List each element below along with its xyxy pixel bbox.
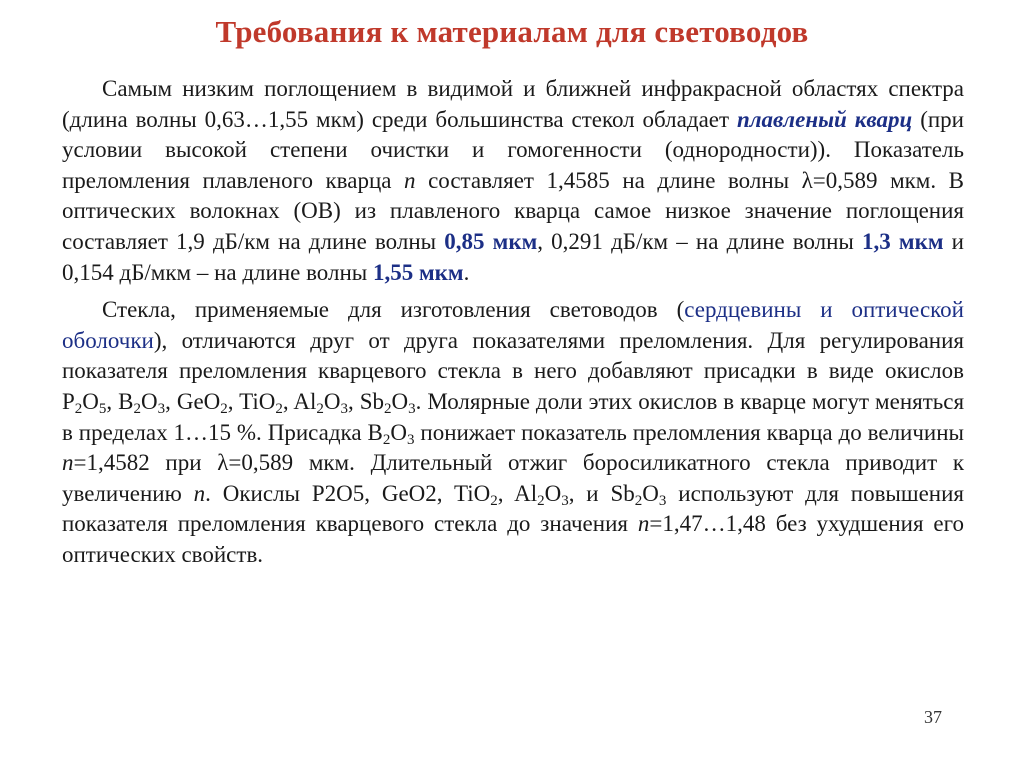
formula-al2o3: $Al_2O_3$ [293, 388, 348, 417]
formula-b2o3: $B_2O_3$ [367, 419, 415, 448]
p2-text-7: используют для повышения показателя преломления кварцевого стекла до значения [62, 480, 964, 537]
formula-geo2: GeO$_2$ [176, 388, 228, 417]
symbol-n: n [637, 511, 650, 537]
p1-text-1: Самым низким поглощением в видимой и ближней инфракрасной областях спектра (длина волны 0,63…1,55 мкм) среди большинства стекол обладает [62, 76, 964, 132]
p2-text-1: Стекла, применяемые для изготовления световодов ( [102, 297, 685, 323]
symbol-n: n [62, 450, 74, 476]
wavelength-155: 1,55 мкм [373, 259, 464, 285]
p2-text-5: =1,4582 при λ=0,589 мкм. Длительный отжиг боросиликатного стекла приводит к увеличению [62, 450, 964, 506]
p1-text-3: составляет 1,4585 на длине волны λ=0,589 мкм. В оптических волокнах (ОВ) из плавленого кварца самое низкое значение поглощения составляет 1,9 дБ/км на длине волны [62, 167, 964, 254]
formula-al2o3: $Al_2O_3$ [514, 480, 569, 509]
p2-text-8: =1,47…1,48 без ухудшения его оптических свойств. [62, 511, 964, 567]
paragraph-2: Стекла, применяемые для изготовления световодов (сердцевины и оптической оболочки), отличаются друг от друга показателями преломления. Для регулирования показателя преломления кварцевого стекла в него добавляют присадки в виде окислов $P_2O_5$, $B_2O_3$, GeO$_2$, TiO$_2$, $Al_2O_3$, $Sb_2O_3$. Молярные доли этих окислов в кварце могут меняться в пределах 1…15 %. Присадка $B_2O_3$ понижает показатель преломления кварца до величины n=1,4582 при λ=0,589 мкм. Длительный отжиг боросиликатного стекла приводит к увеличению n. Окислы P2O5, GeO2, TiO$_2$, $Al_2O_3$, и $Sb_2O_3$ используют для повышения показателя преломления кварцевого стекла до значения n=1,47…1,48 без ухудшения его оптических свойств. [62, 297, 965, 567]
p2-text-3: . Молярные доли этих окислов в кварце могут меняться в пределах 1…15 %. Присадка [62, 388, 965, 445]
symbol-n: n [193, 480, 206, 506]
p1-text-6: . [463, 259, 470, 285]
wavelength-085: 0,85 мкм [444, 228, 538, 254]
formula-sb2o3: $Sb_2O_3$ [610, 480, 667, 509]
body-text [62, 74, 964, 571]
p1-text-4: , 0,291 дБ/км – на длине волны [537, 228, 863, 254]
p2-text-6: . Окислы P2O5, GeO2, [205, 480, 454, 506]
page-title: Требования к материалам для световодов [215, 14, 809, 49]
p2-text-2: ), отличаются друг от друга показателями преломления. Для регулирования показателя преломления кварцевого стекла в него добавляют присадки в виде окислов [62, 327, 964, 384]
formula-b2o3: $B_2O_3$ [118, 388, 166, 417]
formula-tio2: TiO$_2$ [453, 480, 498, 509]
paragraph-1 [62, 74, 964, 288]
page-number: 37 [924, 707, 942, 727]
formula-sb2o3: $Sb_2O_3$ [359, 388, 416, 417]
term-fused-quartz: плавленый кварц [736, 106, 913, 132]
symbol-n: n [404, 167, 416, 193]
p2-text-4: понижает показатель преломления кварца до величины [414, 419, 964, 445]
formula-p2o5: $P_2O_5$ [62, 388, 107, 417]
term-core-cladding: сердцевины и оптической оболочки [62, 297, 964, 353]
p1-text-5: и 0,154 дБ/мкм – на длине волны [62, 228, 964, 285]
formula-tio2: TiO$_2$ [239, 388, 283, 417]
p1-text-2: (при условии высокой степени очистки и гомогенности (однородности)). Показатель преломления плавленого кварца [62, 106, 964, 193]
wavelength-13: 1,3 мкм [862, 228, 944, 254]
